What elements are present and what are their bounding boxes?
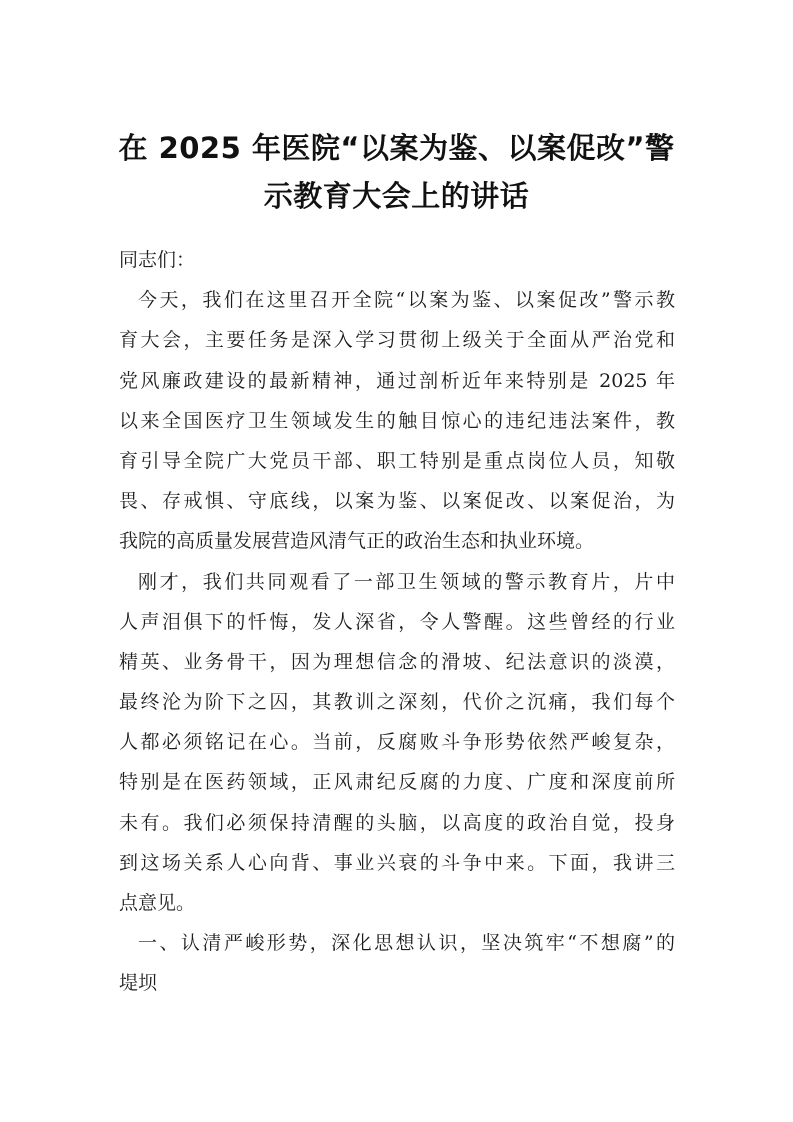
paragraph-line: 以来全国医疗卫生领域发生的触目惊心的违纪违法案件，教 — [119, 409, 675, 432]
paragraph-line: 今天，我们在这里召开全院“以案为鉴、以案促改”警示教 — [138, 289, 675, 312]
paragraph-line: 党风廉政建设的最新精神，通过剖析近年来特别是 2025 年 — [119, 369, 675, 392]
paragraph-line: 未有。我们必须保持清醒的头脑，以高度的政治自觉，投身 — [119, 811, 675, 834]
paragraph-line: 最终沦为阶下之囚，其教训之深刻，代价之沉痛，我们每个 — [119, 691, 675, 714]
section-heading-1 — [119, 923, 675, 1003]
title-line-2: 示教育大会上的讲话 — [263, 179, 530, 213]
paragraph-line: 精英、业务骨干，因为理想信念的滑坡、纪法意识的淡漠， — [119, 650, 675, 673]
paragraph-line: 刚才，我们共同观看了一部卫生领域的警示教育片，片中 — [138, 570, 675, 593]
paragraph-1 — [119, 280, 675, 561]
paragraph-line: 我院的高质量发展营造风清气正的政治生态和执业环境。 — [119, 530, 595, 553]
paragraph-line: 特别是在医药领域，正风肃纪反腐的力度、广度和深度前所 — [119, 771, 675, 794]
paragraph-line: 畏、存戒惧、守底线，以案为鉴、以案促改、以案促治，为 — [119, 490, 675, 513]
section-heading-line: 一、认清严峻形势，深化思想认识，坚决筑牢“不想腐”的 — [138, 932, 675, 955]
title-line-1: 在 2025 年医院“以案为鉴、以案促改”警 — [118, 131, 675, 165]
salutation: 同志们： — [119, 249, 196, 271]
paragraph-line: 人声泪俱下的忏悔，发人深省，令人警醒。这些曾经的行业 — [119, 610, 675, 633]
paragraph-line: 人都必须铭记在心。当前，反腐败斗争形势依然严峻复杂， — [119, 731, 675, 754]
paragraph-line: 到这场关系人心向背、事业兴衰的斗争中来。下面，我讲三 — [119, 851, 675, 874]
paragraph-line: 点意见。 — [119, 892, 196, 914]
paragraph-line: 育大会，主要任务是深入学习贯彻上级关于全面从严治党和 — [119, 329, 675, 352]
section-heading-line: 堤坝 — [119, 972, 158, 995]
document-title — [110, 124, 683, 220]
paragraph-2 — [119, 562, 675, 924]
document-body — [119, 240, 675, 1004]
paragraph-line: 育引导全院广大党员干部、职工特别是重点岗位人员，知敬 — [119, 449, 675, 472]
